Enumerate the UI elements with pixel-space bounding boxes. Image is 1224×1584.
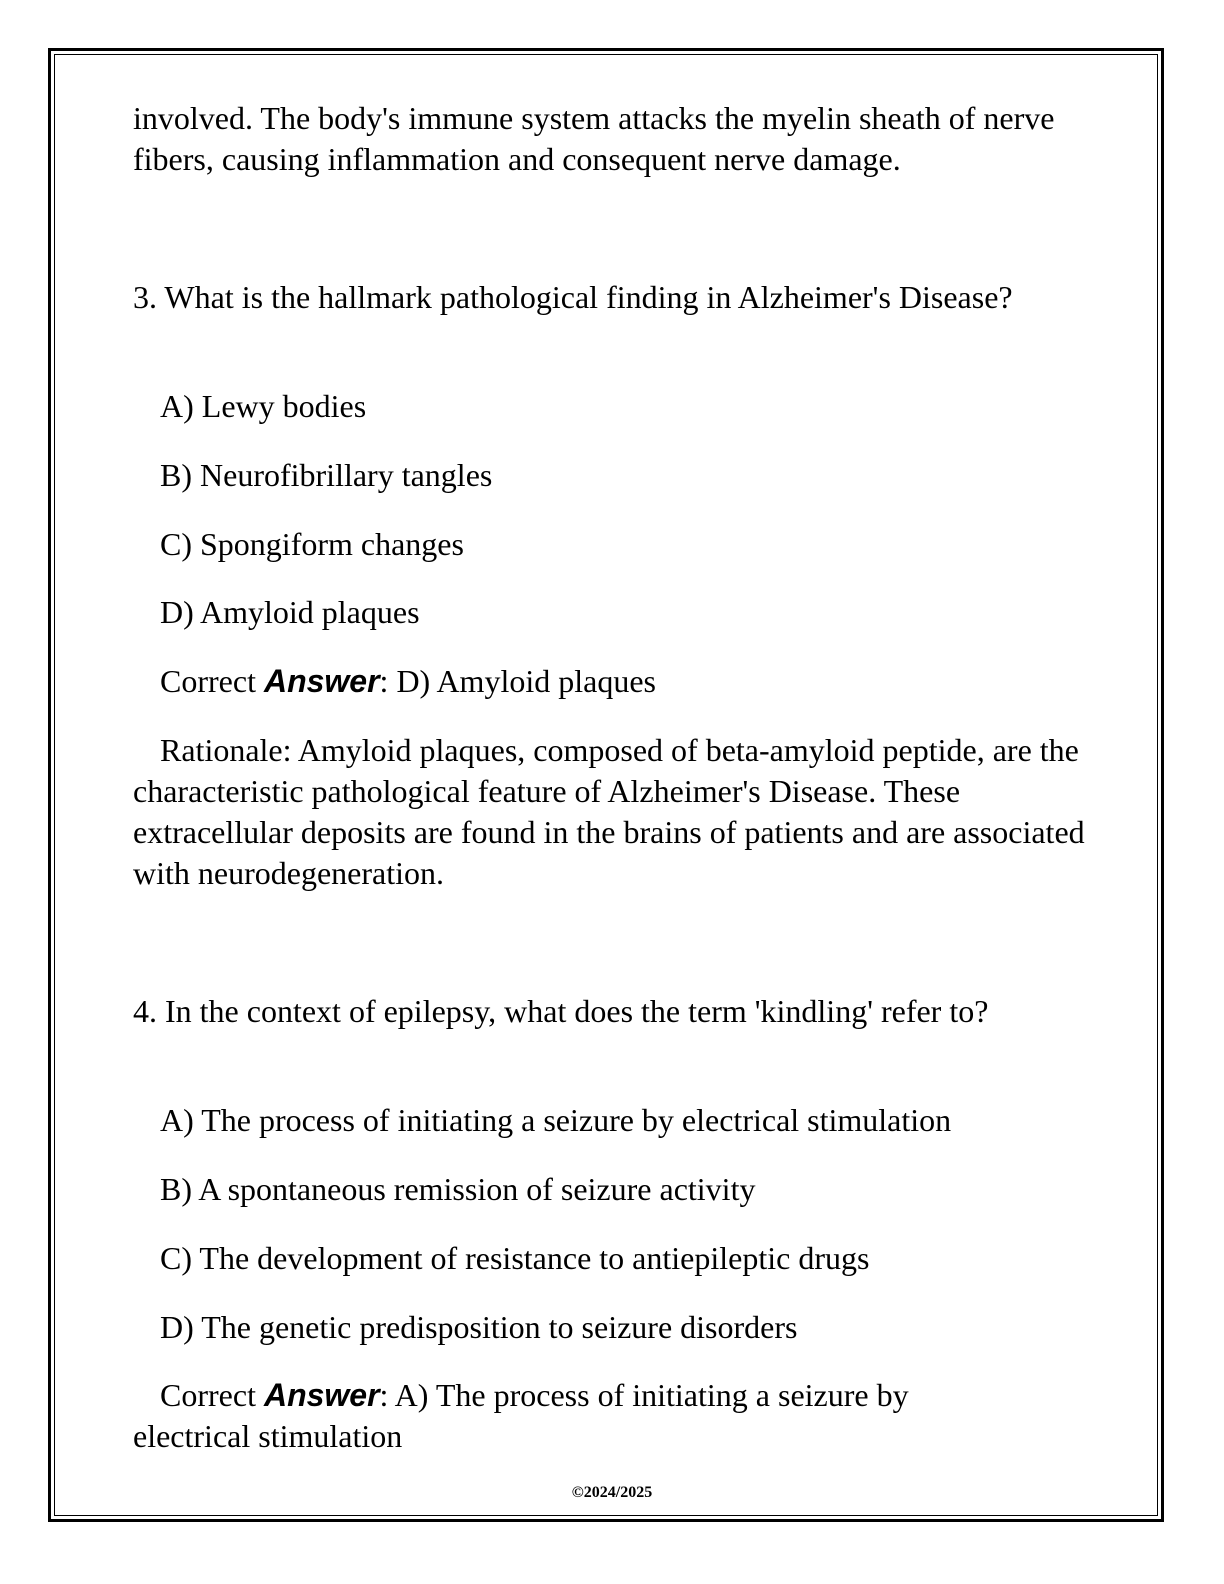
intro-paragraph: involved. The body's immune system attacks the myelin sheath of nerve fibers, causing inflammation and consequent nerve damage. [133,100,1055,177]
option-4c: C) The development of resistance to antiepileptic drugs [160,1240,870,1276]
option-4a: A) The process of initiating a seizure by electrical stimulation [160,1102,952,1138]
option-4b: B) A spontaneous remission of seizure activity [160,1171,756,1207]
correct-answer-4 [133,1375,1013,1457]
option-4d: D) The genetic predisposition to seizure disorders [160,1309,798,1345]
question-3: 3. What is the hallmark pathological finding in Alzheimer's Disease? [133,279,1013,315]
option-3b: B) Neurofibrillary tangles [160,457,493,493]
copyright-footer: ©2024/2025 [571,1484,653,1501]
question-4: 4. In the context of epilepsy, what does the term 'kindling' refer to? [133,993,989,1029]
option-3c: C) Spongiform changes [160,526,464,562]
correct-answer-3 [133,661,1093,702]
answer-label: Answer [263,663,380,699]
correct-answer-text: : A) The process of initiating a seizure by electrical stimulation [133,1377,909,1454]
option-3a: A) Lewy bodies [160,388,367,424]
option-3d: D) Amyloid plaques [160,594,420,630]
correct-answer-text: : D) Amyloid plaques [379,663,656,699]
rationale-3: Rationale: Amyloid plaques, composed of beta-amyloid peptide, are the characteristic pathological feature of Alzheimer's Disease. These extracellular deposits are found in the brains of patients and are associated with neurodegeneration. [133,732,1085,891]
correct-label: Correct [160,663,264,699]
correct-label: Correct [160,1377,264,1413]
answer-label: Answer [263,1377,380,1413]
